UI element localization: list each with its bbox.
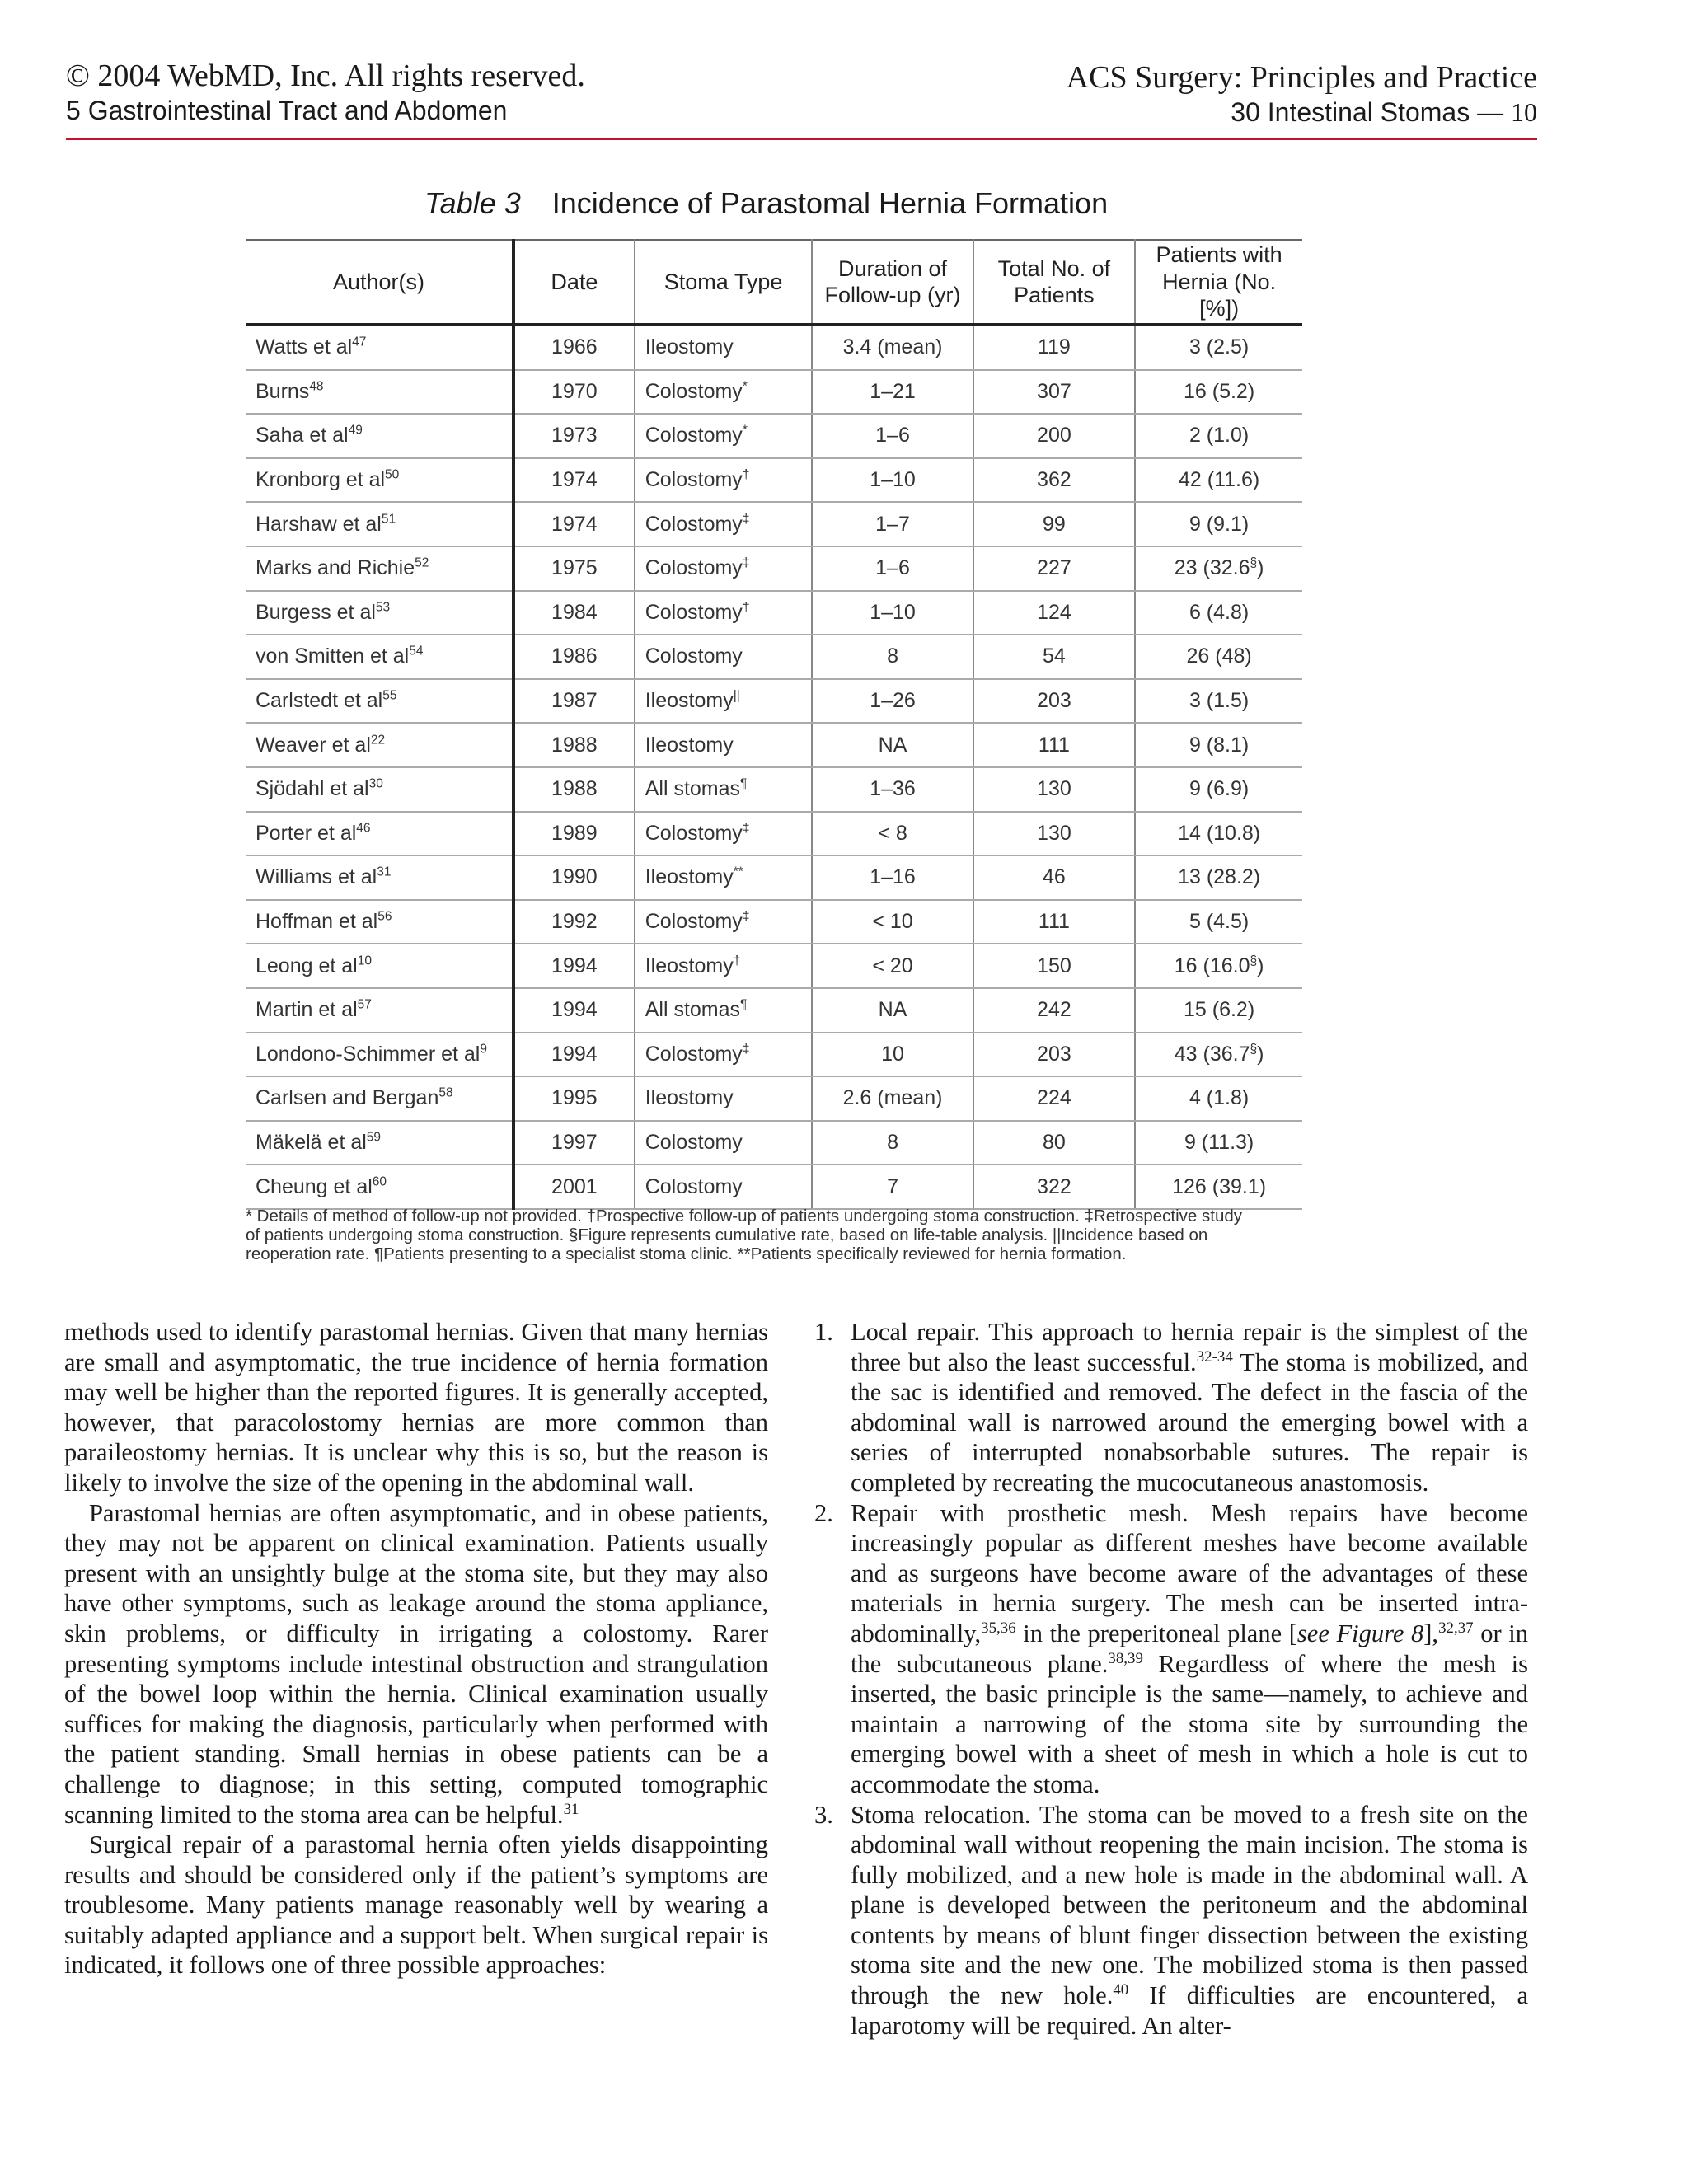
cell-hernia-patients <box>1135 325 1302 370</box>
author-name: Weaver et al <box>256 733 371 757</box>
stoma-type: Colostomy <box>645 379 743 403</box>
paragraph-text: Surgical repair of a parastomal hernia often yields disappointing results and should be considered only if the patient’s symptoms are troublesome. Many patients manage reasonably well by wearing a suitably adapted appliance and a support belt. When surgical repair is indicated, it follows one of three possible approaches: <box>64 1830 768 1980</box>
item-text: in the preperitoneal plane [ <box>1015 1619 1297 1647</box>
footnote-mark: ‡ <box>742 512 750 527</box>
reference-number: 57 <box>357 997 372 1012</box>
cell-date: 1992 <box>513 900 635 944</box>
cell-author <box>246 900 513 944</box>
stoma-type: Colostomy <box>645 1130 743 1154</box>
cell-date: 1974 <box>513 502 635 546</box>
stoma-type: Colostomy <box>645 644 743 668</box>
cell-date: 1987 <box>513 679 635 724</box>
stoma-type: Colostomy <box>645 910 743 934</box>
author-name: Carlstedt et al <box>256 689 383 713</box>
cell-date: 1988 <box>513 723 635 767</box>
cell-duration: 1–16 <box>812 855 973 900</box>
item-text: ], <box>1423 1619 1439 1647</box>
reference-number: 35,36 <box>981 1619 1016 1637</box>
cell-author <box>246 370 513 415</box>
cell-duration: < 10 <box>812 900 973 944</box>
footnote-mark: † <box>733 954 741 968</box>
table-row <box>246 1033 1302 1077</box>
table-footnotes <box>246 1207 1309 1263</box>
cell-stoma-type <box>635 370 813 415</box>
reference-number: 9 <box>480 1042 487 1057</box>
author-name: Burgess et al <box>256 600 376 624</box>
footnote-mark: ‡ <box>742 821 750 836</box>
cell-duration: 8 <box>812 1121 973 1165</box>
reference-number: 48 <box>309 379 324 394</box>
stoma-type: Ileostomy <box>645 1086 734 1110</box>
list-item <box>814 1498 1528 1800</box>
cell-hernia-patients <box>1135 1033 1302 1077</box>
repair-approaches-list <box>814 1317 1528 2041</box>
reference-number: 46 <box>356 821 371 836</box>
table-row <box>246 1076 1302 1121</box>
hernia-count: 14 (10.8) <box>1178 821 1261 845</box>
table-title <box>424 186 1108 221</box>
footnote-mark: † <box>742 600 750 615</box>
table-body <box>246 325 1302 1209</box>
cell-hernia-patients <box>1135 812 1302 856</box>
body-paragraph <box>64 1498 768 1830</box>
cell-total-patients: 124 <box>973 591 1136 635</box>
author-name: Hoffman et al <box>256 910 378 934</box>
cell-total-patients: 46 <box>973 855 1136 900</box>
hernia-count: 3 (1.5) <box>1189 689 1250 713</box>
table-row <box>246 502 1302 546</box>
reference-number: 56 <box>377 909 392 924</box>
body-column-right <box>814 1317 1528 2041</box>
hernia-count: 23 (32.6 <box>1174 556 1250 580</box>
cell-stoma-type <box>635 855 813 900</box>
reference-number: 31 <box>377 865 392 880</box>
footnote-mark: ‡ <box>742 1042 750 1057</box>
header-book-title: ACS Surgery: Principles and Practice <box>1066 60 1537 95</box>
cell-duration: 7 <box>812 1165 973 1209</box>
footnote-line: reoperation rate. ¶Patients presenting to a specialist stoma clinic. **Patients specifically reviewed for hernia formation. <box>246 1244 1127 1263</box>
item-text: If difficulties are encountered, a laparotomy will be required. An alter- <box>851 1981 1528 2040</box>
cell-date: 1975 <box>513 546 635 591</box>
cell-hernia-patients <box>1135 767 1302 812</box>
footnote-mark: ** <box>733 865 743 880</box>
cell-hernia-patients <box>1135 546 1302 591</box>
cell-total-patients: 242 <box>973 988 1136 1033</box>
cell-duration: 1–36 <box>812 767 973 812</box>
cell-total-patients: 200 <box>973 414 1136 458</box>
cell-date: 1989 <box>513 812 635 856</box>
stoma-type: Colostomy <box>645 556 743 580</box>
paren: ) <box>1257 1042 1264 1066</box>
stoma-type: Colostomy <box>645 600 743 624</box>
cell-total-patients: 111 <box>973 723 1136 767</box>
cell-author <box>246 988 513 1033</box>
table-row <box>246 679 1302 724</box>
table-row <box>246 458 1302 503</box>
table-row <box>246 988 1302 1033</box>
cell-author <box>246 414 513 458</box>
cell-author <box>246 591 513 635</box>
author-name: Leong et al <box>256 954 358 977</box>
cell-author <box>246 723 513 767</box>
cell-hernia-patients <box>1135 1165 1302 1209</box>
cell-hernia-patients <box>1135 370 1302 415</box>
author-name: von Smitten et al <box>256 644 410 668</box>
stoma-type: Colostomy <box>645 512 743 536</box>
hernia-count: 126 (39.1) <box>1172 1174 1267 1198</box>
body-column-left <box>64 1317 768 1980</box>
cell-date: 2001 <box>513 1165 635 1209</box>
cell-hernia-patients <box>1135 502 1302 546</box>
cell-author <box>246 855 513 900</box>
table-label: Table 3 <box>424 186 521 220</box>
hernia-incidence-table <box>246 239 1302 1210</box>
header-section: 5 Gastrointestinal Tract and Abdomen <box>66 96 508 125</box>
table-row <box>246 812 1302 856</box>
table-row <box>246 370 1302 415</box>
reference-number: 53 <box>375 600 391 615</box>
hernia-count: 15 (6.2) <box>1184 998 1255 1022</box>
reference-number: 32-34 <box>1196 1347 1233 1366</box>
hernia-count: 2 (1.0) <box>1189 424 1250 448</box>
header-chapter-title: 30 Intestinal Stomas — <box>1231 97 1504 127</box>
footnote-mark: * <box>742 379 748 394</box>
table-row <box>246 325 1302 370</box>
cell-date: 1994 <box>513 988 635 1033</box>
paren: ) <box>1257 556 1264 580</box>
hernia-count: 26 (48) <box>1186 644 1252 668</box>
cell-author <box>246 812 513 856</box>
cell-total-patients: 203 <box>973 1033 1136 1077</box>
cell-total-patients: 130 <box>973 767 1136 812</box>
cell-author <box>246 679 513 724</box>
cell-hernia-patients <box>1135 679 1302 724</box>
cell-author <box>246 767 513 812</box>
item-text: Local repair. This approach to hernia repair is the simplest of the three but also the least successful. <box>851 1318 1528 1376</box>
cell-total-patients: 130 <box>973 812 1136 856</box>
cell-duration: 1–10 <box>812 458 973 503</box>
stoma-type: Ileostomy <box>645 865 734 889</box>
cell-duration: 3.4 (mean) <box>812 325 973 370</box>
cell-date: 1997 <box>513 1121 635 1165</box>
paragraph-text: methods used to identify parastomal hernias. Given that many hernias are small and asymptomatic, the true incidence of hernia formation may well be higher than the reported figures. It is generally accepted, however, that paracolostomy hernias are more common than paraileostomy hernias. It is unclear why this is so, but the reason is likely to involve the size of the opening in the abdominal wall. <box>64 1318 768 1497</box>
body-paragraph <box>64 1317 768 1498</box>
cell-total-patients: 322 <box>973 1165 1136 1209</box>
cell-stoma-type <box>635 988 813 1033</box>
hernia-count: 6 (4.8) <box>1189 600 1250 624</box>
table-caption: Incidence of Parastomal Hernia Formation <box>551 186 1109 220</box>
cell-stoma-type <box>635 325 813 370</box>
cell-duration: NA <box>812 723 973 767</box>
col-header-hernia-patients: Patients with Hernia (No. [%]) <box>1135 240 1302 325</box>
cell-total-patients: 119 <box>973 325 1136 370</box>
table-row <box>246 546 1302 591</box>
paren: ) <box>1257 954 1264 977</box>
header-chapter <box>1231 97 1537 128</box>
author-name: Sjödahl et al <box>256 777 369 801</box>
footnote-mark: § <box>1250 555 1258 570</box>
cell-duration: 1–26 <box>812 679 973 724</box>
stoma-type: Ileostomy <box>645 954 734 977</box>
footnote-mark: ‡ <box>742 555 750 570</box>
table-row <box>246 635 1302 679</box>
reference-number: 59 <box>366 1130 382 1145</box>
reference-number: 38,39 <box>1108 1649 1143 1667</box>
cell-total-patients: 224 <box>973 1076 1136 1121</box>
item-text: or in the subcutaneous plane. <box>851 1619 1529 1678</box>
cell-stoma-type <box>635 900 813 944</box>
cell-author <box>246 1033 513 1077</box>
item-text: Repair with prosthetic mesh. Mesh repairs have become increasingly popular as different meshes have become available and as surgeons have become aware of the advantages of these materials in hernia surgery. The mesh can be inserted intra-abdominally, <box>851 1498 1528 1647</box>
cell-hernia-patients <box>1135 635 1302 679</box>
col-header-authors: Author(s) <box>246 240 513 325</box>
author-name: Kronborg et al <box>256 468 386 492</box>
cell-stoma-type <box>635 414 813 458</box>
stoma-type: Ileostomy <box>645 689 734 713</box>
reference-number: 55 <box>382 688 397 703</box>
hernia-count: 5 (4.5) <box>1189 910 1250 934</box>
footnote-mark: † <box>742 467 750 482</box>
cell-hernia-patients <box>1135 1121 1302 1165</box>
cell-stoma-type <box>635 546 813 591</box>
col-header-stoma-type: Stoma Type <box>635 240 813 325</box>
stoma-type: Ileostomy <box>645 335 734 359</box>
cell-stoma-type <box>635 679 813 724</box>
cell-author <box>246 1076 513 1121</box>
author-name: Cheung et al <box>256 1174 373 1198</box>
cell-duration: 1–6 <box>812 414 973 458</box>
cell-duration: 8 <box>812 635 973 679</box>
reference-number: 10 <box>357 954 372 968</box>
reference-number: 30 <box>368 776 383 791</box>
cell-hernia-patients <box>1135 1076 1302 1121</box>
cell-date: 1988 <box>513 767 635 812</box>
cell-stoma-type <box>635 1033 813 1077</box>
cell-stoma-type <box>635 458 813 503</box>
reference-number: 40 <box>1113 1980 1129 1999</box>
table-row <box>246 855 1302 900</box>
stoma-type: Ileostomy <box>645 733 734 757</box>
reference-number: 32,37 <box>1438 1619 1474 1637</box>
page-number: 10 <box>1511 97 1537 127</box>
cell-author <box>246 458 513 503</box>
author-name: Londono-Schimmer et al <box>256 1042 481 1066</box>
hernia-count: 3 (2.5) <box>1189 335 1250 359</box>
author-name: Mäkelä et al <box>256 1130 367 1154</box>
reference-number: 50 <box>385 467 400 482</box>
reference-number: 49 <box>348 424 363 438</box>
cell-duration: < 8 <box>812 812 973 856</box>
cell-date: 1974 <box>513 458 635 503</box>
hernia-count: 9 (9.1) <box>1189 512 1250 536</box>
hernia-count: 42 (11.6) <box>1178 468 1260 492</box>
cell-duration: 2.6 (mean) <box>812 1076 973 1121</box>
stoma-type: Colostomy <box>645 1042 743 1066</box>
stoma-type: All stomas <box>645 777 741 801</box>
reference-number: 51 <box>381 512 396 527</box>
footnote-mark: || <box>733 688 740 703</box>
cell-total-patients: 227 <box>973 546 1136 591</box>
cell-stoma-type <box>635 635 813 679</box>
reference-number: 52 <box>415 555 429 570</box>
cell-stoma-type <box>635 591 813 635</box>
cell-total-patients: 80 <box>973 1121 1136 1165</box>
cell-hernia-patients <box>1135 458 1302 503</box>
reference-number: 47 <box>352 335 367 349</box>
cell-total-patients: 111 <box>973 900 1136 944</box>
footnote-line: * Details of method of follow-up not provided. †Prospective follow-up of patients undergoing stoma construction. ‡Retrospective study <box>246 1207 1243 1226</box>
cell-hernia-patients <box>1135 855 1302 900</box>
footnote-mark: § <box>1250 1042 1258 1057</box>
header-rule <box>66 138 1537 140</box>
cell-hernia-patients <box>1135 723 1302 767</box>
author-name: Watts et al <box>256 335 353 359</box>
hernia-count: 16 (5.2) <box>1184 379 1255 403</box>
reference-number: 54 <box>409 644 424 659</box>
footnote-line: of patients undergoing stoma construction. §Figure represents cumulative rate, based on life-table analysis. ||Incidence based on <box>246 1226 1208 1244</box>
footnote-mark: ‡ <box>742 909 750 924</box>
author-name: Marks and Richie <box>256 556 415 580</box>
cell-author <box>246 635 513 679</box>
hernia-count: 9 (6.9) <box>1189 777 1250 801</box>
cell-date: 1995 <box>513 1076 635 1121</box>
cell-date: 1966 <box>513 325 635 370</box>
cell-duration: 1–10 <box>812 591 973 635</box>
table-row <box>246 591 1302 635</box>
cell-duration: 1–6 <box>812 546 973 591</box>
cell-author <box>246 325 513 370</box>
cell-total-patients: 54 <box>973 635 1136 679</box>
col-header-duration: Duration of Follow-up (yr) <box>812 240 973 325</box>
cell-duration: 1–7 <box>812 502 973 546</box>
hernia-count: 4 (1.8) <box>1189 1086 1250 1110</box>
list-number: 2. <box>814 1498 833 1527</box>
cell-date: 1973 <box>513 414 635 458</box>
paragraph-text: Parastomal hernias are often asymptomatic, and in obese patients, they may not be apparent on clinical examination. Patients usually present with an unsightly bulge at the stoma site, but they may also have other symptoms, such as leakage around the stoma appliance, skin problems, or difficulty in irrigating a colostomy. Rarer presenting symptoms include intestinal obstruction and strangulation of the bowel loop within the hernia. Clinical examination usually suffices for making the diagnosis, particularly when performed with the patient standing. Small hernias in obese patients can be a challenge to diagnose; in this setting, computed tomographic scanning limited to the stoma area can be helpful. <box>64 1498 768 1829</box>
cell-total-patients: 150 <box>973 944 1136 988</box>
cell-hernia-patients <box>1135 900 1302 944</box>
author-name: Porter et al <box>256 821 357 845</box>
cell-total-patients: 307 <box>973 370 1136 415</box>
author-name: Harshaw et al <box>256 512 382 536</box>
list-number: 1. <box>814 1318 833 1346</box>
cell-stoma-type <box>635 767 813 812</box>
cell-duration: NA <box>812 988 973 1033</box>
list-number: 3. <box>814 1800 833 1829</box>
cell-duration: 10 <box>812 1033 973 1077</box>
hernia-count: 13 (28.2) <box>1178 865 1261 889</box>
stoma-type: All stomas <box>645 998 741 1022</box>
cell-stoma-type <box>635 502 813 546</box>
cell-hernia-patients <box>1135 591 1302 635</box>
cell-duration: < 20 <box>812 944 973 988</box>
cell-stoma-type <box>635 944 813 988</box>
table-row <box>246 900 1302 944</box>
cell-hernia-patients <box>1135 414 1302 458</box>
cell-date: 1994 <box>513 1033 635 1077</box>
author-name: Burns <box>256 379 310 403</box>
cell-author <box>246 502 513 546</box>
table-row <box>246 767 1302 812</box>
hernia-count: 43 (36.7 <box>1174 1042 1250 1066</box>
item-text: Regardless of where the mesh is inserted, the basic principle is the same—namely, to achieve and maintain a narrowing of the stoma site by surrounding the emerging bowel with a sheet of mesh in which a hole is cut to accommodate the stoma. <box>851 1649 1528 1798</box>
author-name: Carlsen and Bergan <box>256 1086 439 1110</box>
author-name: Saha et al <box>256 424 349 448</box>
cell-stoma-type <box>635 1121 813 1165</box>
table-row <box>246 723 1302 767</box>
table-row <box>246 1121 1302 1165</box>
header-copyright: © 2004 WebMD, Inc. All rights reserved. <box>66 59 585 93</box>
cell-stoma-type <box>635 1165 813 1209</box>
stoma-type: Colostomy <box>645 468 743 492</box>
cell-date: 1994 <box>513 944 635 988</box>
author-name: Williams et al <box>256 865 377 889</box>
cell-date: 1984 <box>513 591 635 635</box>
cell-hernia-patients <box>1135 988 1302 1033</box>
item-text: The stoma is mobilized, and the sac is identified and removed. The defect in the fascia of the abdominal wall is narrowed around the emerging bowel with a series of interrupted nonabsorbable sutures. The repair is completed by recreating the mucocutaneous anastomosis. <box>851 1347 1528 1497</box>
hernia-count: 9 (11.3) <box>1184 1130 1254 1154</box>
hernia-count: 16 (16.0 <box>1174 954 1250 977</box>
cell-hernia-patients <box>1135 944 1302 988</box>
cell-duration: 1–21 <box>812 370 973 415</box>
footnote-mark: ¶ <box>740 776 748 791</box>
body-paragraph <box>64 1830 768 1980</box>
footnote-mark: * <box>742 424 748 438</box>
hernia-count: 9 (8.1) <box>1189 733 1250 757</box>
table-header-row <box>246 240 1302 325</box>
reference-number: 31 <box>563 1800 579 1818</box>
cell-date: 1986 <box>513 635 635 679</box>
cell-author <box>246 546 513 591</box>
cell-author <box>246 1121 513 1165</box>
list-item <box>814 1800 1528 2041</box>
cell-total-patients: 362 <box>973 458 1136 503</box>
figure-reference: see Figure 8 <box>1296 1619 1424 1647</box>
cell-stoma-type <box>635 1076 813 1121</box>
list-item <box>814 1317 1528 1498</box>
col-header-date: Date <box>513 240 635 325</box>
cell-total-patients: 99 <box>973 502 1136 546</box>
reference-number: 22 <box>370 733 386 748</box>
stoma-type: Colostomy <box>645 1174 743 1198</box>
cell-stoma-type <box>635 812 813 856</box>
table-row <box>246 1165 1302 1209</box>
cell-stoma-type <box>635 723 813 767</box>
reference-number: 60 <box>372 1174 387 1189</box>
cell-date: 1990 <box>513 855 635 900</box>
col-header-total-patients: Total No. of Patients <box>973 240 1136 325</box>
stoma-type: Colostomy <box>645 424 743 448</box>
table-row <box>246 414 1302 458</box>
author-name: Martin et al <box>256 998 358 1022</box>
footnote-mark: ¶ <box>740 997 748 1012</box>
cell-total-patients: 203 <box>973 679 1136 724</box>
footnote-mark: § <box>1250 954 1258 968</box>
item-text: Stoma relocation. The stoma can be moved to a fresh site on the abdominal wall without reopening the main incision. The stoma is fully mobilized, and a new hole is made in the abdominal wall. A plane is developed between the peritoneum and the abdominal contents by means of blunt finger dissection between the existing stoma site and the new one. The mobilized stoma is then passed through the new hole. <box>851 1800 1528 2010</box>
stoma-type: Colostomy <box>645 821 743 845</box>
table-row <box>246 944 1302 988</box>
cell-author <box>246 1165 513 1209</box>
cell-author <box>246 944 513 988</box>
reference-number: 58 <box>438 1086 453 1101</box>
cell-date: 1970 <box>513 370 635 415</box>
